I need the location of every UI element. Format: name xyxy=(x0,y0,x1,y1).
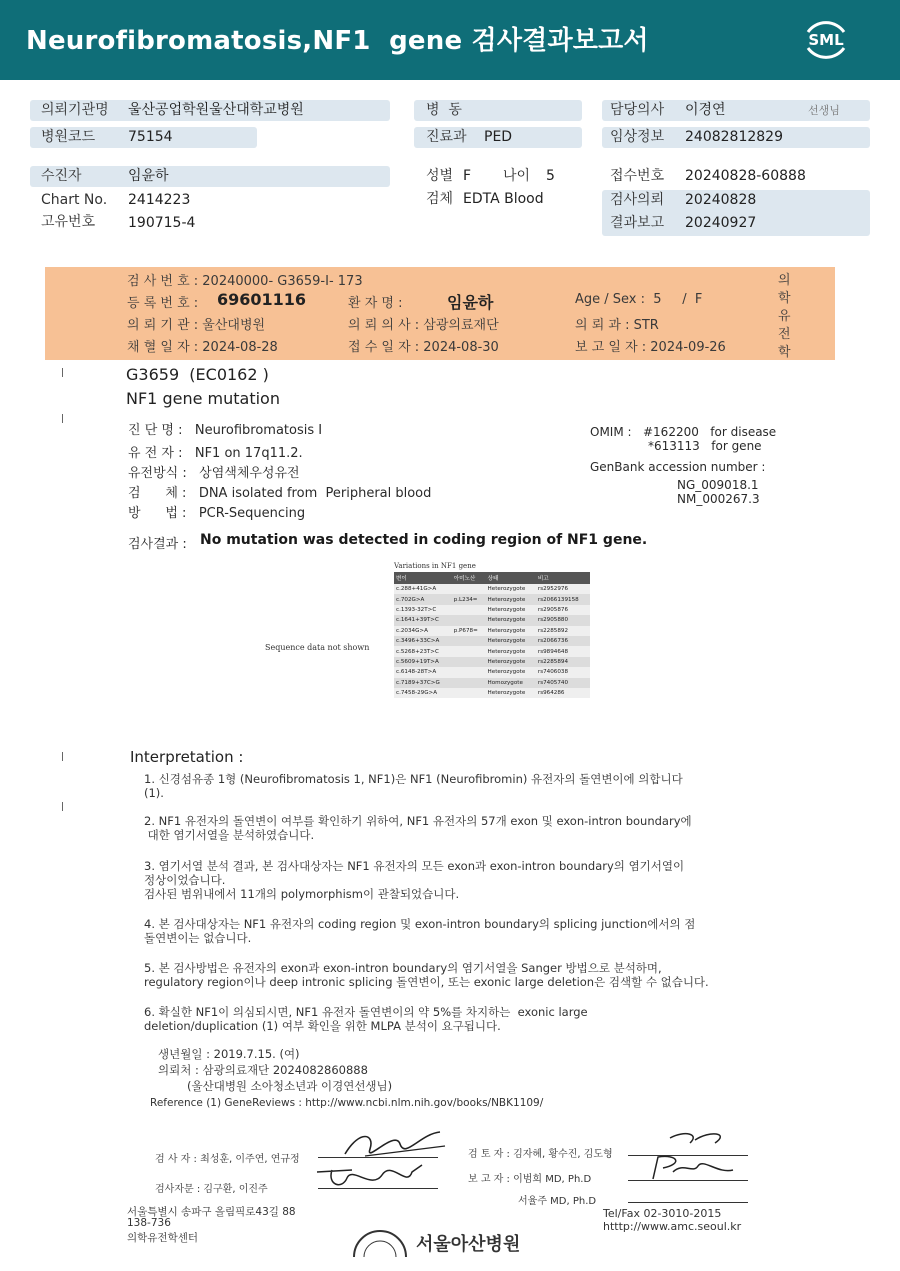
table-row xyxy=(394,657,590,667)
interpretation-line: deletion/duplication (1) 여부 확인을 위한 MLPA 분석이 요구됩니다. xyxy=(144,1019,501,1033)
unique-value: 190715-4 xyxy=(128,215,196,231)
variation-cell xyxy=(452,646,486,656)
band-request-dept: 의 뢰 과 : STR xyxy=(575,318,659,333)
requester-detail: (울산대병원 소아청소년과 이경연선생님) xyxy=(187,1079,393,1093)
band-collect-date: 채 혈 일 자 : 2024-08-28 xyxy=(127,340,278,355)
variation-cell: Heterozygote xyxy=(486,615,536,625)
hospital-code-label: 병원코드 xyxy=(41,129,96,145)
variation-cell: Heterozygote xyxy=(486,667,536,677)
signature-image xyxy=(312,1160,442,1194)
variation-header-cell: 변이 xyxy=(394,572,452,584)
specimen-line: 검 체 : DNA isolated from Peripheral blood xyxy=(128,486,432,501)
variation-cell: rs964286 xyxy=(536,688,590,698)
doctor-value: 이경연 xyxy=(685,102,726,118)
variation-cell: Heterozygote xyxy=(486,584,536,594)
clinical-info-value: 24082812829 xyxy=(685,129,783,145)
scanned-report xyxy=(40,262,840,1255)
unique-label: 고유번호 xyxy=(41,214,96,230)
address-line-1: 서울특별시 송파구 올림픽로43길 88 xyxy=(127,1206,296,1218)
variation-header-cell: 비고 xyxy=(536,572,590,584)
reference-line: Reference (1) GeneReviews : http://www.ncbi.nlm.nih.gov/books/NBK1109/ xyxy=(150,1097,544,1109)
interpretation-line: (1). xyxy=(144,786,164,800)
report-label: 결과보고 xyxy=(610,215,665,231)
variation-cell: rs2905880 xyxy=(536,615,590,625)
table-row xyxy=(394,667,590,677)
variation-cell: c.7189+37C>G xyxy=(394,678,452,688)
hospital-name: 서울아산병원 xyxy=(416,1234,521,1255)
patient-value: 임윤하 xyxy=(128,168,169,184)
address-line-3: 의학유전학센터 xyxy=(127,1232,199,1244)
dept-label: 진료과 xyxy=(426,129,467,145)
band-age-sex: Age / Sex : 5 / F xyxy=(575,292,703,307)
interpretation-line: 검사된 범위내에서 11개의 polymorphism이 관찰되었습니다. xyxy=(144,887,460,901)
interpretation-title: Interpretation : xyxy=(130,748,244,766)
interpretation-line: 5. 본 검사방법은 유전자의 exon과 exon-intron boundary의 염기서열을 Sanger 방법으로 분석하며, xyxy=(144,961,662,975)
variation-cell: rs2285892 xyxy=(536,626,590,636)
variation-cell: c.6148-28T>A xyxy=(394,667,452,677)
omim-disease: OMIM : #162200 for disease xyxy=(590,425,777,439)
band-side-char: 유 xyxy=(778,309,791,324)
table-row xyxy=(394,688,590,698)
variation-header-cell: 아미노산 xyxy=(452,572,486,584)
reporter-line: 보 고 자 : 이범희 MD, Ph.D xyxy=(468,1174,592,1185)
variation-cell: c.2034G>A xyxy=(394,626,452,636)
variation-cell: c.3496+33C>A xyxy=(394,636,452,646)
institution-label: 의뢰기관명 xyxy=(41,102,109,118)
band-institution: 의 뢰 기 관 : 울산대병원 xyxy=(127,318,266,333)
scan-margin-mark xyxy=(62,802,63,811)
variation-cell: c.5609+19T>A xyxy=(394,657,452,667)
variation-cell: c.702G>A xyxy=(394,594,452,604)
variation-cell xyxy=(452,688,486,698)
variation-header-cell: 상태 xyxy=(486,572,536,584)
band-side-char: 학 xyxy=(778,345,791,360)
interpretation-line: 6. 확실한 NF1이 의심되시면, NF1 유전자 돌연변이의 약 5%를 차지하는 exonic large xyxy=(144,1005,588,1019)
variation-cell xyxy=(452,615,486,625)
variation-cell: c.5268+23T>C xyxy=(394,646,452,656)
patient-label: 수진자 xyxy=(41,168,82,184)
genbank-acc-1: NG_009018.1 xyxy=(677,478,759,492)
interpretation-line: 3. 염기서열 분석 결과, 본 검사대상자는 NF1 유전자의 모든 exon과 exon-intron boundary의 염기서열이 xyxy=(144,859,685,873)
omim-gene: *613113 for gene xyxy=(648,439,762,453)
table-row xyxy=(394,626,590,636)
birth-date: 생년월일 : 2019.7.15. (여) xyxy=(158,1047,300,1061)
sml-logo-icon xyxy=(798,12,854,68)
genbank-acc-2: NM_000267.3 xyxy=(677,492,760,506)
interpretation-line: regulatory region이나 deep intronic splicing 돌연변이, 또는 exonic large deletion은 검색할 수 없습니다. xyxy=(144,975,709,989)
doctor-suffix: 선생님 xyxy=(808,104,840,117)
band-receive-date: 접 수 일 자 : 2024-08-30 xyxy=(348,340,499,355)
signature-line xyxy=(628,1202,748,1203)
interpretation-line: 대한 염기서열을 분석하였습니다. xyxy=(144,828,315,842)
info-pill xyxy=(30,166,390,187)
band-reg-no: 69601116 xyxy=(217,290,307,309)
result-value: No mutation was detected in coding region of NF1 gene. xyxy=(200,532,648,548)
request-date: 20240828 xyxy=(685,192,757,208)
variation-cell: p.P678= xyxy=(452,626,486,636)
gene-line: 유 전 자 : NF1 on 17q11.2. xyxy=(128,446,303,461)
inheritance-line: 유전방식 : 상염색체우성유전 xyxy=(128,466,300,481)
request-label: 검사의뢰 xyxy=(610,192,665,208)
age-value: 5 xyxy=(546,168,555,184)
band-test-no: 검 사 번 호 : 20240000- G3659-I- 173 xyxy=(127,274,363,289)
band-side-char: 학 xyxy=(778,291,791,306)
variation-cell xyxy=(452,678,486,688)
variation-cell: rs7405740 xyxy=(536,678,590,688)
test-code: G3659 (EC0162 ) xyxy=(126,365,269,384)
sex-label: 성별 xyxy=(426,168,454,184)
report-title: Neurofibromatosis,NF1 gene 검사결과보고서 xyxy=(26,26,649,56)
variation-cell: Homozygote xyxy=(486,678,536,688)
variation-cell: rs2066736 xyxy=(536,636,590,646)
result-label: 검사결과 : xyxy=(128,537,187,552)
variation-cell: rs2952976 xyxy=(536,584,590,594)
band-reg-label: 등 록 번 호 : xyxy=(127,296,199,311)
variation-cell: Heterozygote xyxy=(486,646,536,656)
report-header-banner xyxy=(0,0,900,80)
interpretation-line: 정상이었습니다. xyxy=(144,873,226,887)
variation-cell xyxy=(452,657,486,667)
variation-cell xyxy=(452,636,486,646)
variation-cell: c.7458-29G>A xyxy=(394,688,452,698)
logo-text: SML xyxy=(808,31,844,49)
testers-line: 검 사 자 : 최성훈, 이주연, 연규정 xyxy=(155,1154,300,1165)
variation-cell: Heterozygote xyxy=(486,688,536,698)
institution-value: 울산공업학원울산대학교병원 xyxy=(128,102,304,118)
tel-fax: Tel/Fax 02-3010-2015 xyxy=(603,1207,722,1220)
table-row xyxy=(394,678,590,688)
variation-cell: rs7406038 xyxy=(536,667,590,677)
scan-margin-mark xyxy=(62,414,63,423)
variation-cell: Heterozygote xyxy=(486,636,536,646)
supervisor-line: 검사자문 : 김구환, 이진주 xyxy=(155,1184,268,1195)
genbank-label: GenBank accession number : xyxy=(590,460,766,474)
band-side-char: 의 xyxy=(778,273,791,288)
website: htttp://www.amc.seoul.kr xyxy=(603,1220,742,1233)
signature-image xyxy=(340,1124,450,1160)
scan-margin-mark xyxy=(62,368,63,377)
specimen-label: 검체 xyxy=(426,191,454,207)
interpretation-line: 돌연변이는 없습니다. xyxy=(144,931,252,945)
table-row xyxy=(394,636,590,646)
sex-value: F xyxy=(463,168,472,184)
table-row xyxy=(394,594,590,604)
variation-cell: Heterozygote xyxy=(486,657,536,667)
signature-image xyxy=(660,1128,740,1156)
age-label: 나이 xyxy=(503,168,531,184)
band-patient-name: 임윤하 xyxy=(447,293,494,312)
band-report-date: 보 고 일 자 : 2024-09-26 xyxy=(575,340,726,355)
diagnosis-line: 진 단 명 : Neurofibromatosis I xyxy=(128,423,323,438)
clinical-info-label: 임상정보 xyxy=(610,129,665,145)
report-date: 20240927 xyxy=(685,215,757,231)
dept-value: PED xyxy=(484,129,513,145)
variation-cell: rs2905876 xyxy=(536,605,590,615)
variation-cell xyxy=(452,605,486,615)
chart-value: 2414223 xyxy=(128,192,191,208)
hospital-seal-icon xyxy=(350,1227,410,1257)
interpretation-line: 1. 신경섬유종 1형 (Neurofibromatosis 1, NF1)은 NF1 (Neurofibromin) 유전자의 돌연변이에 의합니다 xyxy=(144,772,683,786)
variation-cell: c.288+41G>A xyxy=(394,584,452,594)
doctor-label: 담당의사 xyxy=(610,102,665,118)
address-line-2: 138-736 xyxy=(127,1217,171,1229)
reporter-line-2: 서율주 MD, Ph.D xyxy=(518,1196,597,1207)
patient-label-band xyxy=(45,267,835,360)
variation-cell xyxy=(452,584,486,594)
variation-table xyxy=(394,562,590,698)
variation-cell: Heterozygote xyxy=(486,605,536,615)
variation-table-grid xyxy=(394,572,590,698)
hospital-code-value: 75154 xyxy=(128,129,173,145)
ward-label: 병 동 xyxy=(426,102,462,118)
receipt-label: 접수번호 xyxy=(610,168,665,184)
variation-cell: rs9894648 xyxy=(536,646,590,656)
variation-cell: rs2285894 xyxy=(536,657,590,667)
chart-label: Chart No. xyxy=(41,192,108,208)
scan-margin-mark xyxy=(62,752,63,761)
band-side-char: 전 xyxy=(778,327,791,342)
table-row xyxy=(394,605,590,615)
interpretation-line: 4. 본 검사대상자는 NF1 유전자의 coding region 및 exon-intron boundary의 splicing junction에서의 점 xyxy=(144,917,696,931)
variation-cell: c.1393-32T>C xyxy=(394,605,452,615)
signature-image xyxy=(638,1154,738,1182)
interpretation-line: 2. NF1 유전자의 돌연변이 여부를 확인하기 위하여, NF1 유전자의 57개 exon 및 exon-intron boundary에 xyxy=(144,814,692,828)
variation-cell: Heterozygote xyxy=(486,626,536,636)
band-patient-label: 환 자 명 : xyxy=(348,296,403,311)
variation-cell: c.1641+39T>C xyxy=(394,615,452,625)
specimen-value: EDTA Blood xyxy=(463,191,544,207)
variation-cell: p.L234= xyxy=(452,594,486,604)
band-request-doctor: 의 뢰 의 사 : 삼광의료재단 xyxy=(348,318,499,333)
method-line: 방 법 : PCR-Sequencing xyxy=(128,506,306,521)
table-row xyxy=(394,615,590,625)
variation-cell xyxy=(452,667,486,677)
requester-line: 의뢰처 : 삼광의료재단 2024082860888 xyxy=(158,1063,368,1077)
reviewers-line: 검 토 자 : 김자혜, 황수진, 김도형 xyxy=(468,1149,613,1160)
table-row xyxy=(394,584,590,594)
sequence-note: Sequence data not shown xyxy=(265,643,370,652)
variation-table-title: Variations in NF1 gene xyxy=(394,562,476,570)
table-row xyxy=(394,646,590,656)
receipt-value: 20240828-60888 xyxy=(685,168,806,184)
variation-cell: Heterozygote xyxy=(486,594,536,604)
variation-cell: rs2066139158 xyxy=(536,594,590,604)
test-subtitle: NF1 gene mutation xyxy=(126,389,280,408)
